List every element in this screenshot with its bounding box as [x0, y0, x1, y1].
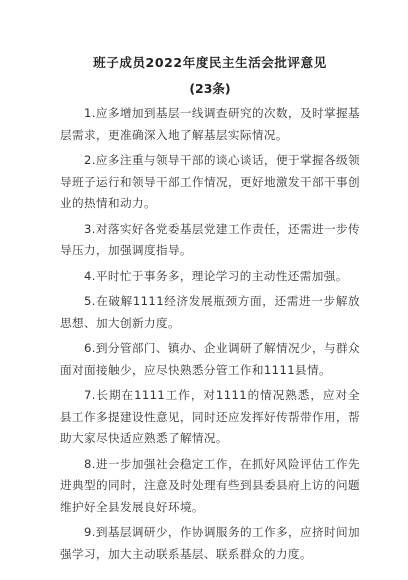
document-subtitle: (23条) [189, 81, 231, 96]
opinion-item-5: 5.在破解1111经济发展瓶颈方面，还需进一步解放思想、加大创新力度。 [60, 294, 360, 330]
opinion-item-7: 7.长期在1111工作，对1111的情况熟悉，应对全县工作多提建设性意见，同时还应发挥好传帮带作用，帮助大家尽快适应熟悉了解情况。 [60, 388, 360, 445]
opinion-item-1: 1.应多增加到基层一线调查研究的次数，及时掌握基层需求，更准确深入地了解基层实际情况。 [60, 106, 360, 142]
opinion-item-8: 8.进一步加强社会稳定工作，在抓好风险评估工作先进典型的同时，注意及时处理有些到县委县府上访的问题维护好全县发展良好环境。 [60, 456, 360, 514]
opinion-list [60, 103, 360, 565]
document-title: 班子成员2022年度民主生活会批评意见 [93, 55, 327, 70]
opinion-item-9: 9.到基层调研少，作协调服务的工作多，应挤时间加强学习，加大主动联系基层、联系群众的力度。 [60, 525, 360, 561]
opinion-item-3: 3.对落实好各党委基层党建工作责任，还需进一步传导压力，加强调度指导。 [60, 221, 360, 257]
opinion-item-6: 6.到分管部门、镇办、企业调研了解情况少，与群众面对面接触少，应尽快熟悉分管工作和1111县情。 [60, 341, 360, 377]
opinion-item-4: 4.平时忙于事务多，理论学习的主动性还需加强。 [84, 268, 348, 283]
opinion-item-2: 2.应多注重与领导干部的谈心谈话，便于掌握各级领导班子运行和领导干部工作情况，更好地激发干部干事创业的热情和动力。 [60, 153, 360, 210]
